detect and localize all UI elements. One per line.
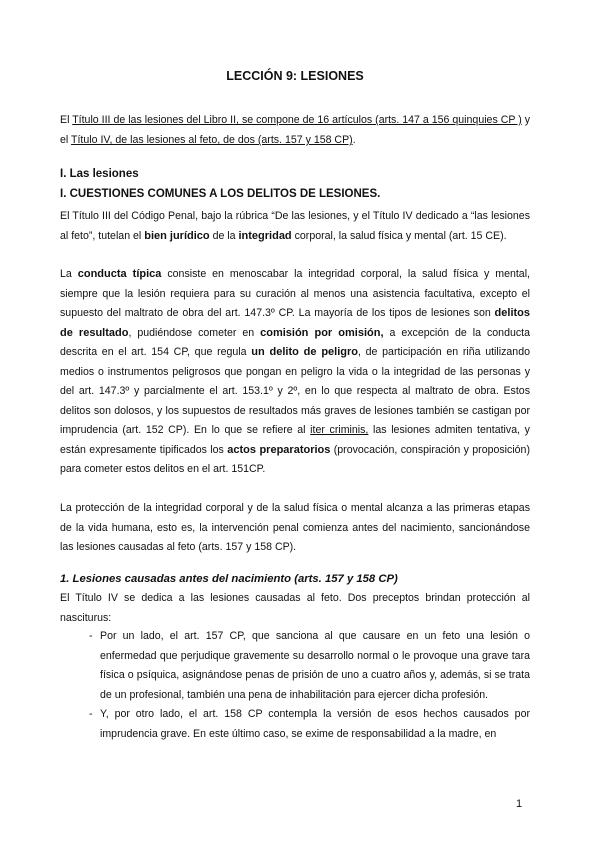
paragraph-proteccion-feto: La protección de la integridad corporal y de la salud física o mental alcanza a las primeras etapas de la vida humana, esto es, la intervención penal comienza antes del nacimiento, sancionándose las lesiones causadas al feto (arts. 157 y 158 CP).	[60, 502, 530, 553]
bullet-marker: -	[89, 708, 93, 720]
bold-term: conducta típica	[77, 268, 162, 280]
bold-term: delitos de resultado	[60, 307, 530, 339]
paragraph-bien-juridico: El Título III del Código Penal, bajo la rúbrica “De las lesiones, y el Título IV dedicado a “las lesiones al feto”, tutelan el bien jurídico de la integridad corporal, la salud física y mental (art. 15 CE).	[60, 210, 530, 242]
paragraph-conducta-tipica: La conducta típica consiste en menoscabar la integridad corporal, la salud física y mental, siempre que la lesión requiera para su curación al menos una asistencia facultativa, excepto el supuesto del maltrato de obra del art. 147.3º CP. La mayoría de los tipos de lesiones son delitos de resultado, pudiéndose cometer en comisión por omisión, a excepción de la conducta descrita en el art. 154 CP, que regula un delito de peligro, de participación en riña utilizando medios o instrumentos peligrosos que pongan en peligro la vida o la integridad de las personas y del art. 147.3º y parcialmente el art. 153.1º y 2º, en lo que respecta al maltrato de obra. Estos delitos son dolosos, y los supuestos de resultados más graves de lesiones también se castigan por imprudencia (art. 152 CP). En lo que se refiere al iter criminis, las lesiones admiten tentativa, y están expresamente tipificados los actos preparatorios (provocación, conspiración y proposición) para cometer estos delitos en el art. 151CP.	[60, 268, 530, 475]
underlined-term: iter criminis,	[310, 424, 369, 436]
paragraph-titulo-iv: El Título IV se dedica a las lesiones causadas al feto. Dos preceptos brindan protección al nasciturus:	[60, 592, 530, 624]
lesson-title: LECCIÓN 9: LESIONES	[226, 69, 364, 83]
title-iv-reference: Título IV, de las lesiones al feto, de dos (arts. 157 y 158 CP)	[71, 134, 353, 146]
bold-term: actos preparatorios	[227, 443, 331, 456]
bullet-marker: -	[89, 630, 93, 642]
subsection-title: 1. Lesiones causadas antes del nacimiento (arts. 157 y 158 CP)	[60, 573, 398, 585]
list-item: - Y, por otro lado, el art. 158 CP contempla la versión de esos hechos causados por imprudencia grave. En este último caso, se exime de responsabilidad a la madre, en	[60, 705, 530, 744]
intro-paragraph	[60, 110, 530, 150]
intro-text: .	[352, 134, 356, 146]
subsection-heading: I. CUESTIONES COMUNES A LOS DELITOS DE LESIONES.	[60, 188, 381, 200]
section-heading: I. Las lesiones	[60, 168, 139, 180]
title-iii-reference: Título III de las lesiones del Libro II, se compone de 16 artículos (arts. 147 a 156 quinquies CP )	[72, 114, 522, 126]
intro-text: y el	[60, 114, 530, 146]
intro-text: El	[60, 114, 73, 126]
bold-term: bien jurídico	[144, 229, 210, 242]
bullet-list	[60, 627, 530, 744]
bold-term: comisión por omisión,	[260, 326, 384, 339]
bold-term: un delito de peligro	[251, 346, 358, 358]
page-number: 1	[516, 798, 523, 810]
bold-term: integridad	[238, 229, 292, 242]
list-item: - Por un lado, el art. 157 CP, que sanciona al que causare en un feto una lesión o enfermedad que perjudique gravemente su desarrollo normal o le provoque una grave tara física o psíquica, asignándose penas de prisión de uno a cuatro años y, además, si se trata de un profesional, también una pena de inhabilitación para ejercer dicha profesión.	[60, 627, 530, 705]
